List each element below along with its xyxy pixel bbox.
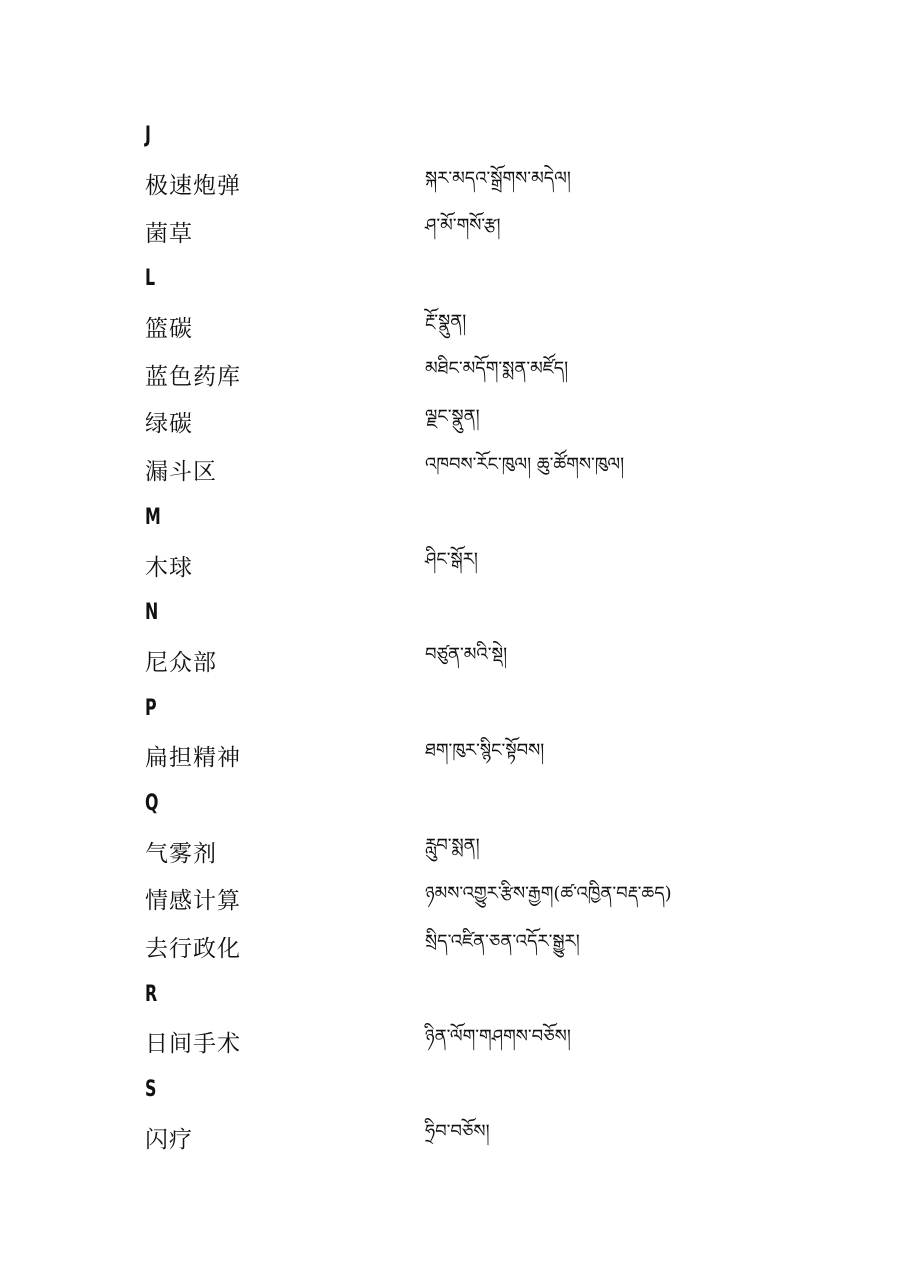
- chinese-term: 菌草: [145, 220, 193, 247]
- section-header: [145, 1066, 765, 1114]
- section-letter: Q: [145, 790, 159, 816]
- glossary-entry: [145, 446, 765, 494]
- tibetan-term: ལྗང་སྣུན།: [425, 405, 480, 427]
- chinese-term: 极速炮弹: [145, 173, 241, 200]
- glossary-entry: [145, 1113, 765, 1161]
- chinese-term: 尼众部: [145, 649, 217, 676]
- chinese-term: 闪疗: [145, 1126, 193, 1153]
- tibetan-term: ཉམས་འགྱུར་རྩིས་རྒྱག(ཚ་འཁྱིན་བརྡ་ཆད): [425, 882, 672, 904]
- glossary-entry: [145, 1018, 765, 1066]
- chinese-term: 蓝色药库: [145, 363, 241, 390]
- chinese-term: 日间手术: [145, 1031, 241, 1058]
- tibetan-term: སྲིད་འཛིན་ཅན་འདོར་སྒྱུར།: [425, 930, 580, 952]
- glossary-entry: [145, 350, 765, 398]
- tibetan-term: རྔོ་སྣུན།: [425, 310, 467, 332]
- glossary-list: [145, 112, 765, 1161]
- tibetan-term: མཐིང་མདོག་སྨན་མཛོད།: [425, 358, 569, 380]
- tibetan-term: རླུབ་སྨན།: [425, 835, 480, 857]
- tibetan-term: ཤིང་སྒོར།: [425, 549, 478, 571]
- section-letter: N: [145, 600, 159, 626]
- glossary-entry: [145, 637, 765, 685]
- tibetan-term: ཐག་ཁུར་སྙིང་སྟོབས།: [425, 739, 545, 761]
- section-header: [145, 494, 765, 542]
- glossary-entry: [145, 732, 765, 780]
- tibetan-term: ཉིན་ལོག་གཤགས་བཅོས།: [425, 1025, 571, 1047]
- tibetan-term: ཧྲིབ་བཅོས།: [425, 1121, 490, 1143]
- chinese-term: 篮碳: [145, 316, 193, 343]
- section-header: [145, 255, 765, 303]
- tibetan-term: བཙུན་མའི་སྡེ།: [425, 644, 508, 666]
- glossary-entry: [145, 827, 765, 875]
- tibetan-term: འཁབས་རོང་ཁུལ། ཆུ་ཚོགས་ཁུལ།: [425, 453, 625, 475]
- chinese-term: 气雾剂: [145, 840, 217, 867]
- section-header: [145, 970, 765, 1018]
- section-header: [145, 112, 765, 160]
- chinese-term: 情感计算: [145, 888, 241, 915]
- glossary-entry: [145, 923, 765, 971]
- section-header: [145, 780, 765, 828]
- tibetan-term: ཤ་མོ་གསོ་རྩ།: [425, 215, 501, 237]
- section-letter: J: [145, 123, 151, 149]
- section-letter: M: [145, 504, 161, 530]
- section-letter: P: [145, 695, 157, 721]
- chinese-term: 漏斗区: [145, 459, 217, 486]
- section-letter: R: [145, 981, 158, 1007]
- section-letter: S: [145, 1077, 157, 1103]
- glossary-entry: [145, 541, 765, 589]
- chinese-term: 木球: [145, 554, 193, 581]
- section-header: [145, 589, 765, 637]
- glossary-entry: [145, 207, 765, 255]
- chinese-term: 绿碳: [145, 411, 193, 438]
- chinese-term: 扁担精神: [145, 745, 241, 772]
- tibetan-term: སྐར་མདའ་སྒྲོགས་མདེལ།: [425, 167, 571, 189]
- glossary-entry: [145, 160, 765, 208]
- section-header: [145, 684, 765, 732]
- glossary-entry: [145, 303, 765, 351]
- glossary-entry: [145, 398, 765, 446]
- glossary-entry: [145, 875, 765, 923]
- section-letter: L: [145, 266, 156, 292]
- chinese-term: 去行政化: [145, 936, 241, 963]
